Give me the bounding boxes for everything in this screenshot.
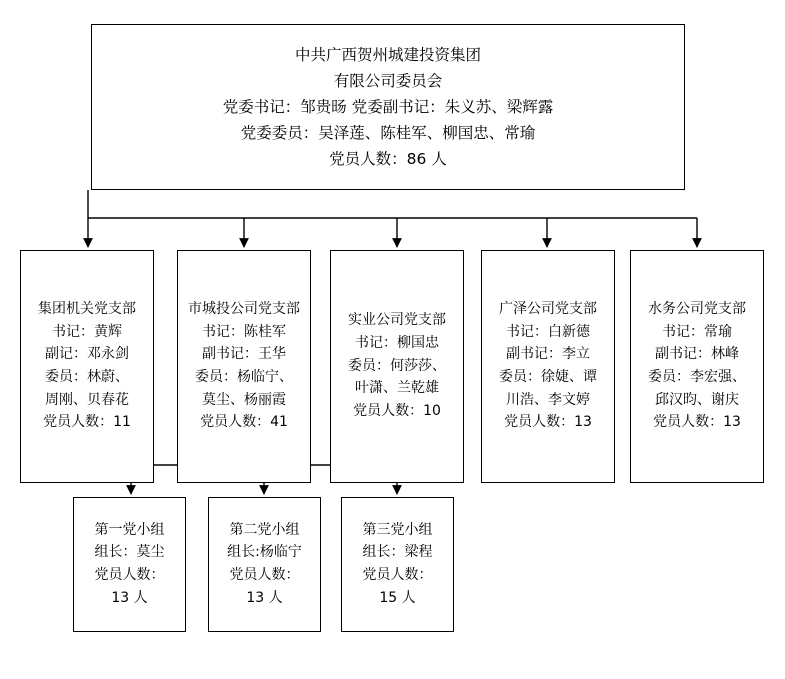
branch-2-line-2: 书记：柳国忠: [355, 334, 439, 351]
branch-0-line-3: 副记：邓永剑: [45, 346, 129, 363]
root-line-4: 党委委员：吴泽莲、陈桂军、柳国忠、常瑜: [240, 124, 536, 142]
group-2-line-1: 第三党小组: [362, 521, 433, 538]
branch-0-line-5: 周刚、贝春花: [45, 391, 129, 408]
branch-0-line-1: 集团机关党支部: [38, 300, 136, 317]
branch-2-line-4: 叶潇、兰乾雄: [355, 380, 439, 397]
root-line-2: 有限公司委员会: [333, 71, 443, 90]
group-2-line-4: 15 人: [379, 589, 416, 606]
group-0-line-1: 第一党小组: [94, 521, 165, 538]
group-1-line-2: 组长:杨临宁: [227, 544, 302, 561]
branch-3-line-2: 书记：白新德: [506, 323, 590, 340]
group-0-line-4: 13 人: [111, 589, 148, 606]
branch-1-line-5: 莫尘、杨丽霞: [202, 391, 286, 408]
branch-3-line-1: 广泽公司党支部: [499, 300, 597, 317]
group-0-line-2: 组长：莫尘: [94, 544, 165, 561]
branch-4-line-4: 委员：李宏强、: [648, 369, 746, 385]
group-2-line-3: 党员人数：: [362, 567, 433, 583]
guangze-company-branch: [481, 250, 615, 483]
branch-3-line-4: 委员：徐婕、谭: [499, 369, 597, 385]
branch-4-line-6: 党员人数：13: [653, 414, 741, 431]
branch-4-line-2: 书记：常瑜: [662, 323, 732, 340]
branch-2-line-3: 委员：何莎莎、: [348, 357, 446, 374]
branch-0-line-2: 书记：黄辉: [52, 323, 122, 340]
root-line-3: 党委书记：邹贵旸 党委副书记：朱义苏、梁辉露: [222, 97, 554, 116]
root-line-5: 党员人数：86 人: [329, 150, 447, 169]
branch-3-line-5: 川浩、李文婷: [506, 391, 590, 408]
branch-0-line-4: 委员：林蔚、: [45, 369, 129, 385]
branch-3-line-3: 副书记：李立: [506, 346, 590, 363]
group-1-line-3: 党员人数：: [229, 567, 300, 583]
group-0-line-3: 党员人数：: [94, 567, 165, 583]
branch-1-line-3: 副书记：王华: [202, 346, 286, 363]
branch-1-line-6: 党员人数：41: [200, 414, 288, 431]
branch-4-line-5: 邱汉昀、谢庆: [655, 391, 739, 408]
party-committee-root: [91, 24, 685, 190]
group-2-line-2: 组长：梁程: [362, 544, 433, 561]
party-group-three: [341, 497, 454, 632]
branch-1-line-4: 委员：杨临宁、: [195, 369, 293, 385]
water-affairs-branch: [630, 250, 764, 483]
branch-3-line-6: 党员人数：13: [504, 414, 592, 431]
group-1-line-4: 13 人: [246, 589, 283, 606]
branch-2-line-5: 党员人数：10: [353, 403, 441, 420]
industrial-company-branch: [330, 250, 464, 483]
branch-1-line-2: 书记：陈桂军: [202, 323, 286, 340]
city-investment-branch: [177, 250, 311, 483]
root-line-1: 中共广西贺州城建投资集团: [294, 45, 481, 64]
branch-4-line-1: 水务公司党支部: [648, 300, 746, 317]
branch-1-line-1: 市城投公司党支部: [188, 300, 300, 317]
group-agency-branch: [20, 250, 154, 483]
branch-2-line-1: 实业公司党支部: [348, 312, 446, 329]
group-1-line-1: 第二党小组: [229, 521, 300, 538]
branch-4-line-3: 副书记：林峰: [655, 346, 739, 363]
party-group-two: [208, 497, 321, 632]
party-group-one: [73, 497, 186, 632]
branch-0-line-6: 党员人数：11: [43, 414, 131, 431]
